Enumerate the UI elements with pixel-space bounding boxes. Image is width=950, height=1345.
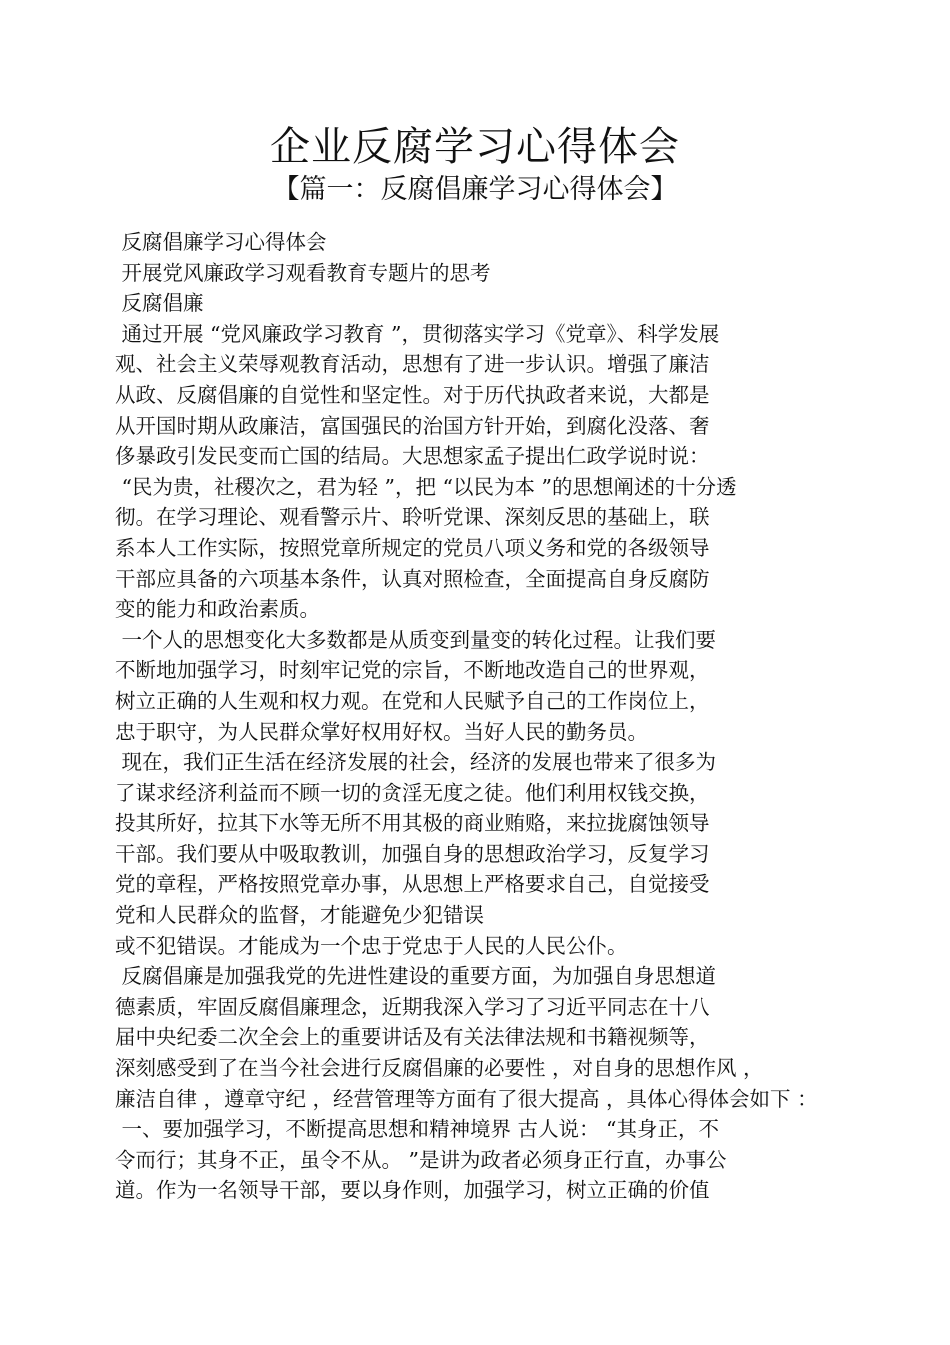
text-line: 忠于职守，为人民群众掌好权用好权。当好人民的勤务员。	[115, 719, 648, 744]
text-line: 干部。我们要从中吸取教训，加强自身的思想政治学习，反复学习	[115, 841, 710, 866]
text-line: 彻。在学习理论、观看警示片、聆听党课、深刻反思的基础上，联	[115, 505, 710, 530]
text-line: 了谋求经济利益而不顾一切的贪淫无度之徒。他们利用权钱交换，	[115, 780, 710, 805]
document-title: 企业反腐学习心得体会	[270, 124, 680, 170]
text-line: 变的能力和政治素质。	[115, 597, 320, 622]
text-line: 令而行；其身不正，虽令不从。 ”是讲为政者必须身正行直，办事公	[115, 1147, 727, 1172]
text-line: 深刻感受到了在当今社会进行反腐倡廉的必要性 ，对自身的思想作风 ，	[115, 1056, 764, 1081]
text-line: 通过开展 “党风廉政学习教育 ”，贯彻落实学习《党章》、科学发展	[115, 321, 720, 346]
text-line: 德素质，牢固反腐倡廉理念，近期我深入学习了习近平同志在十八	[115, 994, 710, 1019]
text-line: 开展党风廉政学习观看教育专题片的思考	[115, 260, 491, 285]
text-line: “民为贵，社稷次之，君为轻 ”，把 “以民为本 ”的思想阐述的十分透	[115, 474, 737, 499]
text-line: 反腐倡廉是加强我党的先进性建设的重要方面，为加强自身思想道	[115, 964, 717, 989]
text-line: 一、要加强学习，不断提高思想和精神境界 古人说： “其身正，不	[115, 1117, 720, 1142]
text-line: 系本人工作实际，按照党章所规定的党员八项义务和党的各级领导	[115, 535, 710, 560]
text-line: 道。作为一名领导干部，要以身作则，加强学习，树立正确的价值	[115, 1178, 710, 1203]
text-line: 观、社会主义荣辱观教育活动，思想有了进一步认识。增强了廉洁	[115, 352, 710, 377]
text-line: 反腐倡廉学习心得体会	[115, 230, 327, 254]
text-line: 投其所好，拉其下水等无所不用其极的商业贿赂，来拉拢腐蚀领导	[115, 811, 710, 836]
text-line: 从政、反腐倡廉的自觉性和坚定性。对于历代执政者来说，大都是	[115, 382, 710, 407]
text-line: 或不犯错误。才能成为一个忠于党忠于人民的人民公仆。	[115, 933, 628, 958]
text-line: 反腐倡廉	[115, 291, 204, 316]
document-body	[115, 227, 855, 1206]
text-line: 现在，我们正生活在经济发展的社会，经济的发展也带来了很多为	[115, 750, 717, 775]
text-line: 党的章程，严格按照党章办事，从思想上严格要求自己，自觉接受	[115, 872, 710, 897]
text-line: 党和人民群众的监督，才能避免少犯错误	[115, 903, 484, 928]
text-line: 届中央纪委二次全会上的重要讲话及有关法律法规和书籍视频等，	[115, 1025, 710, 1050]
text-line: 廉洁自律 ，遵章守纪 ，经营管理等方面有了很大提高 ，具体心得体会如下 ：	[115, 1086, 818, 1111]
text-line: 树立正确的人生观和权力观。在党和人民赋予自己的工作岗位上，	[115, 688, 710, 713]
text-line: 干部应具备的六项基本条件，认真对照检查，全面提高自身反腐防	[115, 566, 710, 591]
text-line: 从开国时期从政廉洁，富国强民的治国方针开始，到腐化没落、奢	[115, 413, 710, 438]
text-line: 侈暴政引发民变而亡国的结局。大思想家孟子提出仁政学说时说：	[115, 444, 710, 469]
text-line: 一个人的思想变化大多数都是从质变到量变的转化过程。让我们要	[115, 627, 717, 652]
document-subtitle: 【篇一：反腐倡廉学习心得体会】	[272, 174, 678, 205]
text-line: 不断地加强学习，时刻牢记党的宗旨，不断地改造自己的世界观，	[115, 658, 710, 683]
